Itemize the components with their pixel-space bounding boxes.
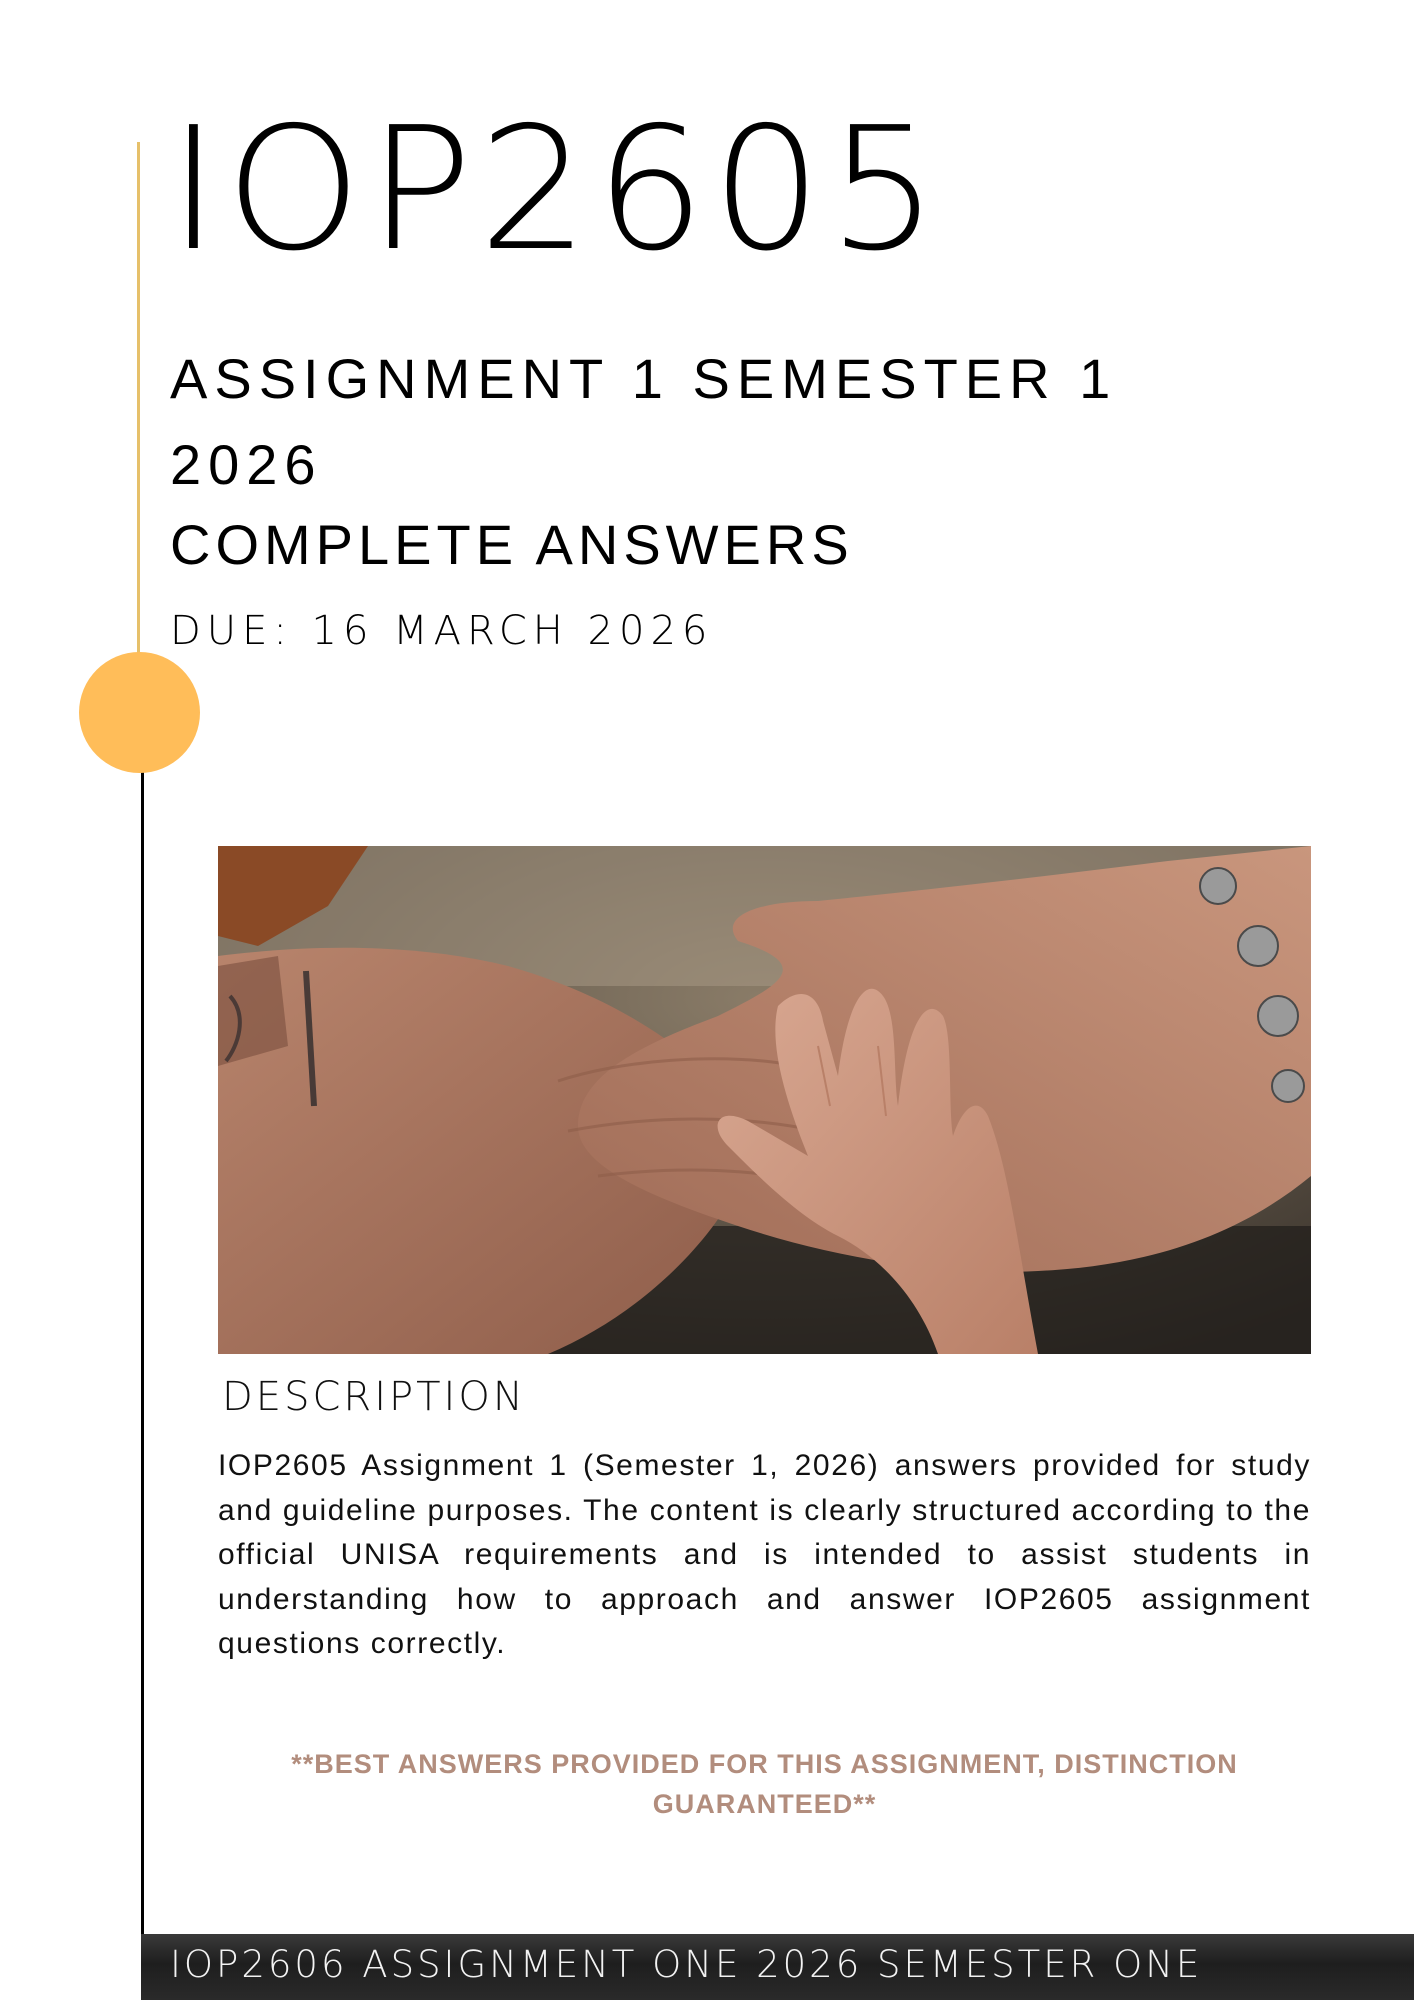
hands-photo [218,846,1311,1354]
description-heading: DESCRIPTION [222,1374,526,1420]
promo-text: **BEST ANSWERS PROVIDED FOR THIS ASSIGNMENT, DISTINCTION GUARANTEED** [291,1749,1238,1819]
description-body: IOP2605 Assignment 1 (Semester 1, 2026) answers provided for study and guideline purposes. The content is clearly structured according to the official UNISA requirements and is intended to assist students in understanding how to approach and answer IOP2605 assignment questions correctly. [218,1449,1311,1660]
due-date: DUE: 16 MARCH 2026 [170,608,714,654]
footer-text: IOP2606 ASSIGNMENT ONE 2026 SEMESTER ONE [170,1943,1203,1986]
course-code-title: IOP2605 [168,91,945,289]
decorative-circle [79,652,200,773]
complete-answers-heading: COMPLETE ANSWERS [170,513,854,576]
assignment-subtitle: ASSIGNMENT 1 SEMESTER 1 2026 [170,347,1118,496]
decorative-gold-line [137,142,140,662]
decorative-black-line [141,760,144,2000]
